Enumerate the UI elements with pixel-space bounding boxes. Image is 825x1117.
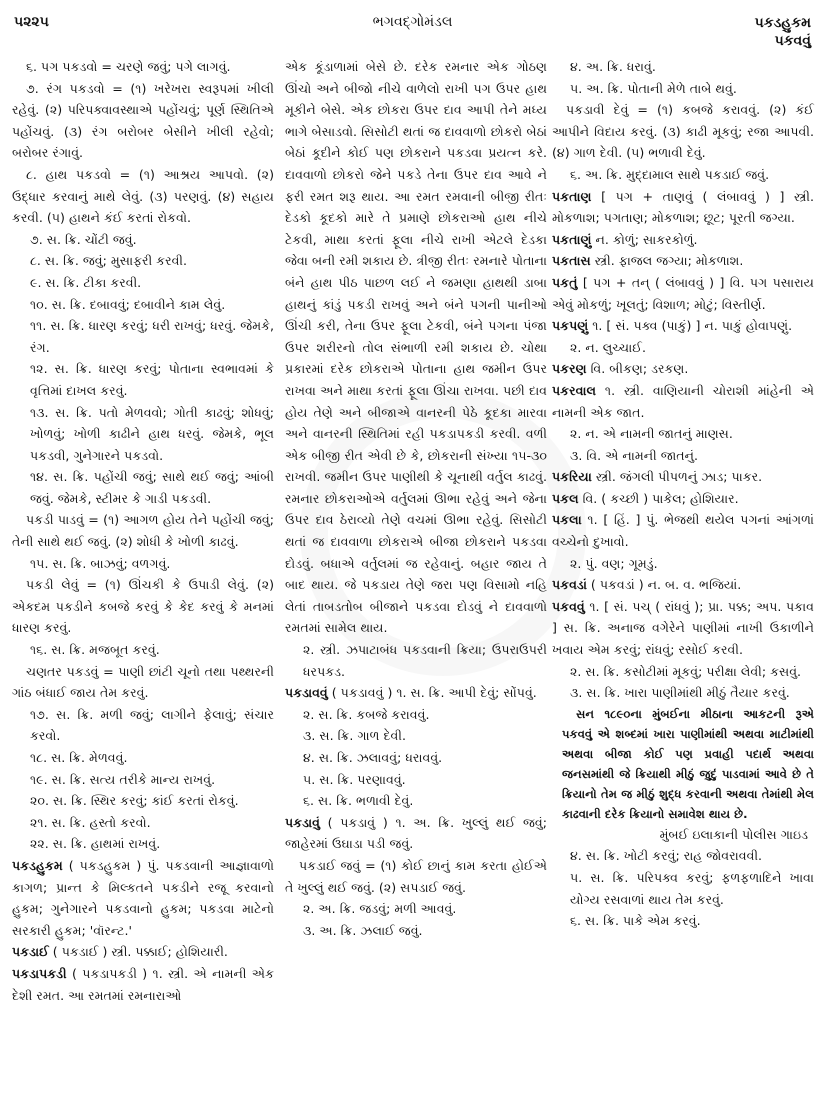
sense-line	[12, 553, 274, 575]
entry-text: ૭. સ. ક્રિ. ચોંટી જવું.	[30, 231, 137, 247]
dictionary-entry	[552, 380, 814, 423]
dictionary-entry	[552, 466, 814, 488]
sense-line	[12, 56, 274, 78]
entry-text: ૨. ન. લુચ્ચાઈ.	[570, 339, 646, 355]
dictionary-entry	[552, 229, 814, 251]
guide-words	[755, 14, 811, 50]
headword: પકતાસ	[552, 253, 591, 269]
entry-text: ૧. [ સં. પચ્ ( રાંધવું ); પ્રા. પક્ક; અપ. પકાવ ] સ. ક્રિ. અનાજ વગેરેને પાણીમાં નાખી ઉકાળીને ખવાય એમ કરવું; રાંધવું; રસોઈ કરવી.	[552, 598, 814, 658]
entry-text: મુંબઈ ઇલાકાની પોલીસ ગાઇડ	[659, 826, 808, 842]
headword: પકતાણું	[552, 231, 592, 247]
column-1	[12, 56, 274, 1006]
entry-text: ૧. [ સં. પક્વ (પાકું) ] ન. પાકું હોવાપણું.	[588, 318, 793, 334]
entry-text: ૧૪. સ. ક્રિ. પહોંચી જવું; સાથે થઈ જવું; આંબી જવું. જેમકે, સ્ટીમર કે ગાડી પકડવી.	[30, 469, 274, 506]
sense-line	[12, 164, 274, 229]
sense-line	[552, 682, 814, 704]
sense-line	[12, 466, 274, 509]
entry-text: ૧૯. સ. ક્રિ. સત્ય તરીકે માન્ય રાખવું.	[30, 771, 216, 787]
sense-line	[12, 661, 274, 704]
entry-text: પકડી લેવું = (૧) ઊંચકી કે ઉપાડી લેવું. (૨) એકદમ પકડીને કબજે કરવું કે કેદ કરવું કે મનમાં ધારણ કરવું.	[12, 577, 274, 636]
entry-text: ૧૦. સ. ક્રિ. દબાવવું; દબાવીને કામ લેવું.	[30, 296, 226, 312]
sense-line	[552, 553, 814, 575]
sense-line	[285, 725, 547, 747]
headword: પકરણ	[552, 361, 587, 377]
dictionary-entry	[552, 509, 814, 552]
entry-text: વિ. બીકણ; ડરકણ.	[586, 361, 689, 377]
headword: પકવડાં	[552, 577, 587, 593]
headword: પકવવું	[552, 598, 585, 614]
entry-text: ૨. સ્ત્રી. ઝપાટાબંધ પકડવાની ક્રિયા; ઉપરાઉપરી ધરપકડ.	[303, 642, 547, 679]
sense-line	[285, 704, 547, 726]
dictionary-entry	[552, 250, 814, 272]
sense-line	[285, 747, 547, 769]
sense-line	[12, 639, 274, 661]
entry-text: પકડાવી દેવું = (૧) કબજે કરાવવું. (૨) કંઈ આપીને વિદાય કરવું. (૩) કાઢી મૂકવું; રજા આપવી. (૪) ગાળ દેવી. (૫) ભળાવી દેવું.	[552, 102, 814, 161]
entry-text: ( પકડાઈ ) સ્ત્રી. પક્કાઈ; હોશિયારી.	[48, 944, 228, 960]
sense-line	[12, 272, 274, 294]
entry-text: ૩. વિ. એ નામની જાતનું.	[570, 447, 699, 463]
entry-text: ૨. સ. ક્રિ. કબજે કરાવવું.	[303, 706, 430, 722]
entry-text: ૨. સ. ક્રિ. કસોટીમાં મૂકવું; પરીક્ષા લેવી; કસવું.	[570, 663, 802, 679]
headword: પકપણું	[552, 318, 589, 334]
dictionary-entry	[552, 358, 814, 380]
headword: પકરવાલ	[552, 382, 597, 398]
entry-text: ૩. સ. ક્રિ. ખારા પાણીમાંથી મીઠું તૈયાર કરવું.	[570, 685, 790, 701]
entry-text: ૧. [ હિં. ] પું. ભેજથી થયેલ પગનાં આંગળાં વચ્ચેનો દુખાવો.	[552, 512, 814, 550]
sense-line	[285, 855, 547, 898]
headword: પકડાવું	[285, 814, 320, 830]
sense-line	[552, 164, 814, 186]
dictionary-entry	[552, 272, 814, 315]
sense-line	[552, 445, 814, 467]
entry-text: ( પકવડાં ) ન. બ. વ. ભજિયાં.	[586, 577, 742, 593]
dictionary-entry	[552, 186, 814, 229]
entry-text: ૧૨. સ. ક્રિ. ધારણ કરવું; પોતાના સ્વભાવમાં કે વૃત્તિમાં દાખલ કરવું.	[30, 361, 274, 398]
sense-line	[285, 790, 547, 812]
entry-text: ૫. સ. ક્રિ. પરિપક્વ કરવું; ફળફળાદિને ખાવા યોગ્ય રસવાળાં થાય તેમ કરવું.	[570, 870, 814, 907]
entry-text: ( પકડહુકમ ) પું. પકડવાની આજ્ઞાવાળો કાગળ; પ્રાન્ત કે મિલ્કતને પકડીને રજૂ કરવાનો હુકમ; ગુનેગારને પકડવાનો હુકમ; પકડવા માટેનો સરકારી હુકમ; 'વૉરન્ટ.'	[12, 857, 274, 938]
guide-word-first: પકડહુકમ	[754, 15, 811, 31]
sense-line	[12, 315, 274, 358]
entry-text: ૧૧. સ. ક્રિ. ધારણ કરવું; ધરી રાખવું; ધરવું. જેમકે, રંગ.	[30, 318, 274, 355]
headword: પકલ	[552, 490, 579, 506]
entry-text: ૨. અ. ક્રિ. જડવું; મળી આવવું.	[303, 901, 457, 917]
entry-text: ૧૬. સ. ક્રિ. મજબૂત કરવું.	[30, 642, 160, 658]
entry-text: ૨. પું. વણ; ગૂમડું.	[570, 555, 658, 571]
sense-line	[12, 812, 274, 834]
headword: પકતું	[552, 274, 578, 290]
dictionary-entry	[12, 855, 274, 941]
sense-line	[552, 337, 814, 359]
sense-line	[12, 78, 274, 164]
headword: પકરિયા	[552, 469, 592, 485]
entry-text: પકડી પાડવું = (૧) આગળ હોય તેને પહોંચી જવું; તેની સાથે થઈ જવું. (૨) શોધી કે ખોળી કાઢવું.	[12, 512, 274, 550]
sense-line	[552, 78, 814, 100]
sense-line	[12, 704, 274, 747]
sense-line	[552, 423, 814, 445]
entry-text: ૧. સ્ત્રી. વાણિયાની ચોરાશી માંહેની એ નામની એક જાત.	[552, 382, 814, 420]
dictionary-entry	[552, 596, 814, 661]
entry-text: ૨૦. સ. ક્રિ. સ્થિર કરવું; કાંઈ કરતાં રોકવું.	[30, 793, 239, 809]
citation-source	[552, 824, 814, 846]
sense-line	[552, 661, 814, 683]
sense-line	[12, 790, 274, 812]
dictionary-entry	[285, 812, 547, 855]
sense-line	[12, 358, 274, 401]
sense-line	[12, 229, 274, 251]
entry-text: ૫. અ. ક્રિ. પોતાની મેળે તાબે થવું.	[570, 80, 737, 96]
entry-text: ૪. સ. ક્રિ. ખોટી કરવું; રાહ જોવરાવવી.	[570, 848, 763, 864]
dictionary-entry	[12, 963, 274, 1006]
entry-text: ન. કોળું; સાકરકોળું.	[591, 231, 698, 247]
book-title: ભગવદ્ગોમંડલ	[372, 14, 453, 30]
entry-text: ૬. પગ પકડવો = ચરણે જવું; પગે લાગવું.	[26, 59, 231, 74]
entry-text: ૨. ન. એ નામની જાતનું માણસ.	[570, 426, 733, 442]
entry-text: ૧૭. સ. ક્રિ. મળી જવું; લાગીને ફેલાવું; સંચાર કરવો.	[30, 706, 274, 744]
sense-line	[552, 99, 814, 164]
sense-line	[12, 833, 274, 855]
sense-line	[12, 747, 274, 769]
guide-word-last: પકવવું	[774, 33, 811, 49]
sense-line	[12, 769, 274, 791]
sense-line	[552, 845, 814, 867]
entry-text: ૨૨. સ. ક્રિ. હાથમાં રાખવું.	[30, 836, 161, 852]
column-3	[552, 56, 814, 932]
sense-line	[552, 867, 814, 910]
entry-text: [ પગ + તાણવું ( લંબાવવું ) ] સ્ત્રી. મોકળાશ; પગતાણ; મોકળાશ; છૂટ; પૂરતી જગ્યા.	[552, 188, 814, 226]
sense-line	[12, 250, 274, 272]
sense-line	[285, 920, 547, 942]
entry-text: ૪. અ. ક્રિ. ધરાવું.	[570, 59, 656, 74]
entry-text: સન ૧૮૯૦ના મુંબઈના મીઠાના આકટની રૂએ પકવવું એ શબ્દમાં ખારા પાણીમાંથી અથવા માટીમાંથી અથવા બીજા કોઈ પણ પ્રવાહી પદાર્થ અથવા જનસમાંથી જે ક્રિયાથી મીઠું જુદું પાડવામાં આવે છે તે ક્રિયાનો તેમ જ મીઠું શુદ્ધ કરવાની અથવા તેમાંથી મેલ કાઢવાની દરેક ક્રિયાનો સમાવેશ થાય છે.	[562, 706, 814, 821]
entry-text: સ્ત્રી. ફાજલ જગ્યા; મોકળાશ.	[590, 253, 744, 269]
entry-text: ( પકડાવવું ) ૧. સ. ક્રિ. આપી દેવું; સોંપવું.	[327, 685, 537, 701]
dictionary-entry	[552, 315, 814, 337]
column-2	[285, 56, 547, 941]
entry-text: ૯. સ. ક્રિ. ટીકા કરવી.	[30, 274, 142, 290]
entry-text: વિ. ( કચ્છી ) પાકેલ; હોશિયાર.	[578, 490, 739, 506]
sense-line	[552, 910, 814, 932]
entry-text: ૧૩. સ. ક્રિ. પતો મેળવવો; ગોતી કાઢવું; શોધવું; ખોળવું; ખોળી કાઢીને હાથ ધરવું. જેમકે, ભૂલ પકડવી, ગુનેગારને પકડવો.	[30, 404, 274, 463]
page-header	[0, 14, 825, 54]
entry-text: એક કૂંડાળામાં બેસે છે. દરેક રમનાર એક ગોઠણ ઊંચો અને બીજો નીચે વાળેલો રાખી પગ ઉપર હાથ મૂકીને બેસે. એક છોકરા ઉપર દાવ આપી તેને મધ્ય ભાગે બેસાડવો. સિસોટી થતાં જ દાવવાળો છોકરો બેઠાં બેઠાં કૂદીને કોઈ પણ છોકરાને પકડવા પ્રયત્ન કરે. દાવવાળો છોકરો જેને પકડે તેના ઉપર દાવ આવે ને ફરી રમત શરૂ થાય. આ રમત રમવાની બીજી રીતઃ દેડકો કૂદકો મારે તે પ્રમાણે છોકરાઓ હાથ નીચે ટેકવી, માથા કરતાં ફૂલા નીચે રાખી એટલે દેડકા જેવા બની રમી શકાય છે. ત્રીજી રીતઃ રમનારે પોતાના બંને હાથ પીઠ પાછળ લઈ ને જમણા હાથથી ડાબા હાથનું કાંડું પકડી રાખવું અને બંને પગની પાનીઓ ઊંચી કરી, તેના ઉપર ફૂલા ટેકવી, બંને પગના પંજા ઉપર શરીરનો તોલ સંભાળી રમી શકાય છે. ચોથા પ્રકારમાં દરેક છોકરાએ પોતાના હાથ જમીન ઉપર રાખવા અને માથા કરતાં ફૂલા ઊંચા રાખવા. પછી દાવ હોય તેણે અને બીજાએ વાનરની પેઠે કૂદકા મારવા અને વાનરની સ્થિતિમાં રહી પકડાપકડી કરવી. વળી એક બીજી રીત એવી છે કે, છોકરાની સંખ્યા ૧૫-૩૦ રાખવી. જમીન ઉપર પાણીથી કે ચૂનાથી વર્તુલ કાઢવું. રમનાર છોકરાઓએ વર્તુલમાં ઊભા રહેવું અને જેના ઉપર દાવ ઠેરાવ્યો તેણે વચમાં ઊભા રહેવું. સિસોટી થતાં જ દાવવાળા છોકરાએ બીજા છોકરાને પકડવા દોડવું. બધાએ વર્તુલમાં જ રહેવાનું. બહાર જાય તે બાદ થાય. જે પકડાય તેણે જરા પણ વિસામો નહિ લેતાં તાબડતોબ બીજાને પકડવા દોડવું ને દાવવાળો રમતમાં સામેલ થાય.	[285, 59, 547, 636]
entry-text: ૮. હાથ પકડવો = (૧) આશ્રય આપવો. (૨) ઉદ્ધાર કરવાનું માથે લેવું. (૩) પરણવું. (૪) સહાય કરવી. (૫) હાથને કંઈ કરતાં રોકવો.	[12, 166, 274, 226]
entry-text: પકડાઈ જવું = (૧) કોઈ છાનું કામ કરતા હોઈએ તે ખુલ્લું થઈ જવું. (૨) સપડાઈ જવું.	[285, 857, 547, 895]
sense-line	[285, 769, 547, 791]
entry-text: ૮. સ. ક્રિ. જવું; મુસાફરી કરવી.	[30, 253, 188, 269]
sense-line	[12, 509, 274, 552]
dictionary-entry	[285, 682, 547, 704]
sense-line	[285, 898, 547, 920]
dictionary-entry	[12, 941, 274, 963]
entry-text: [ પગ + તન્ ( લંબાવવું ) ] વિ. પગ પસારાય એવું મોકળું; ખૂલતું; વિશાળ; મોટું; વિસ્તીર્ણ.	[552, 274, 814, 312]
entry-text: ૫. સ. ક્રિ. પરણાવવું.	[303, 771, 406, 787]
entry-text: ૧૫. સ. ક્રિ. બાઝવું; વળગવું.	[30, 555, 171, 571]
sense-line	[12, 402, 274, 467]
entry-text: ૬. સ. ક્રિ. ભળાવી દેવું.	[303, 793, 414, 809]
headword: પકડાઈ	[12, 944, 49, 960]
dictionary-entry	[552, 574, 814, 596]
headword: પકડાવવું	[285, 685, 328, 701]
entry-text: ૪. સ. ક્રિ. ઝલાવવું; ધરાવવું.	[303, 750, 443, 765]
entry-text: સ્ત્રી. જંગલી પીપળનું ઝાડ; પાકર.	[591, 469, 763, 485]
headword: પકડહુકમ	[12, 857, 63, 873]
sense-line	[552, 56, 814, 78]
headword: પકલા	[552, 512, 582, 528]
page-number: ૫૨૨૫	[14, 14, 49, 30]
entry-text: ૬. સ. ક્રિ. પાકે એમ કરવું.	[570, 913, 701, 929]
headword: પકડાપકડી	[12, 965, 67, 981]
dictionary-entry	[552, 488, 814, 510]
entry-text: ( પકડાપકડી ) ૧. સ્ત્રી. એ નામની એક દેશી રમત. આ રમતમાં રમનારાઓ	[12, 965, 274, 1003]
sense-line	[12, 294, 274, 316]
citation-quote	[552, 704, 814, 824]
sense-line	[285, 639, 547, 682]
entry-text: ૨૧. સ. ક્રિ. હસ્તો કરવો.	[30, 814, 151, 830]
entry-text: ૭. રંગ પકડવો = (૧) ખરેખરા સ્વરૂપમાં ખીલી રહેવું. (૨) પરિપક્વાવસ્થાએ પહોંચવું; પૂર્ણ સ્થિતિએ પહોંચવું. (૩) રંગ બરોબર બેસીને ખીલી રહેવો; બરોબર રંગાવું.	[12, 80, 274, 161]
sense-line	[285, 56, 547, 639]
entry-text: ( પકડાવું ) ૧. અ. ક્રિ. ખુલ્લું થઈ જવું; જાહેરમાં ઉઘાડા પડી જવું.	[285, 814, 547, 852]
entry-text: ૬. અ. ક્રિ. મુદ્દામાલ સાથે પકડાઈ જવું.	[570, 166, 770, 182]
sense-line	[12, 574, 274, 639]
entry-text: ૩. સ. ક્રિ. ગાળ દેવી.	[303, 728, 406, 744]
entry-text: ૩. અ. ક્રિ. ઝલાઈ જવું.	[303, 922, 423, 938]
entry-text: ચણતર પકડવું = પાણી છાંટી ચૂનો તથા પથ્થરની ગાંઠ બંધાઈ જાય તેમ કરવું.	[12, 663, 274, 701]
headword: પકતાણ	[552, 188, 592, 204]
entry-text: ૧૮. સ. ક્રિ. મેળવવું.	[30, 750, 128, 765]
